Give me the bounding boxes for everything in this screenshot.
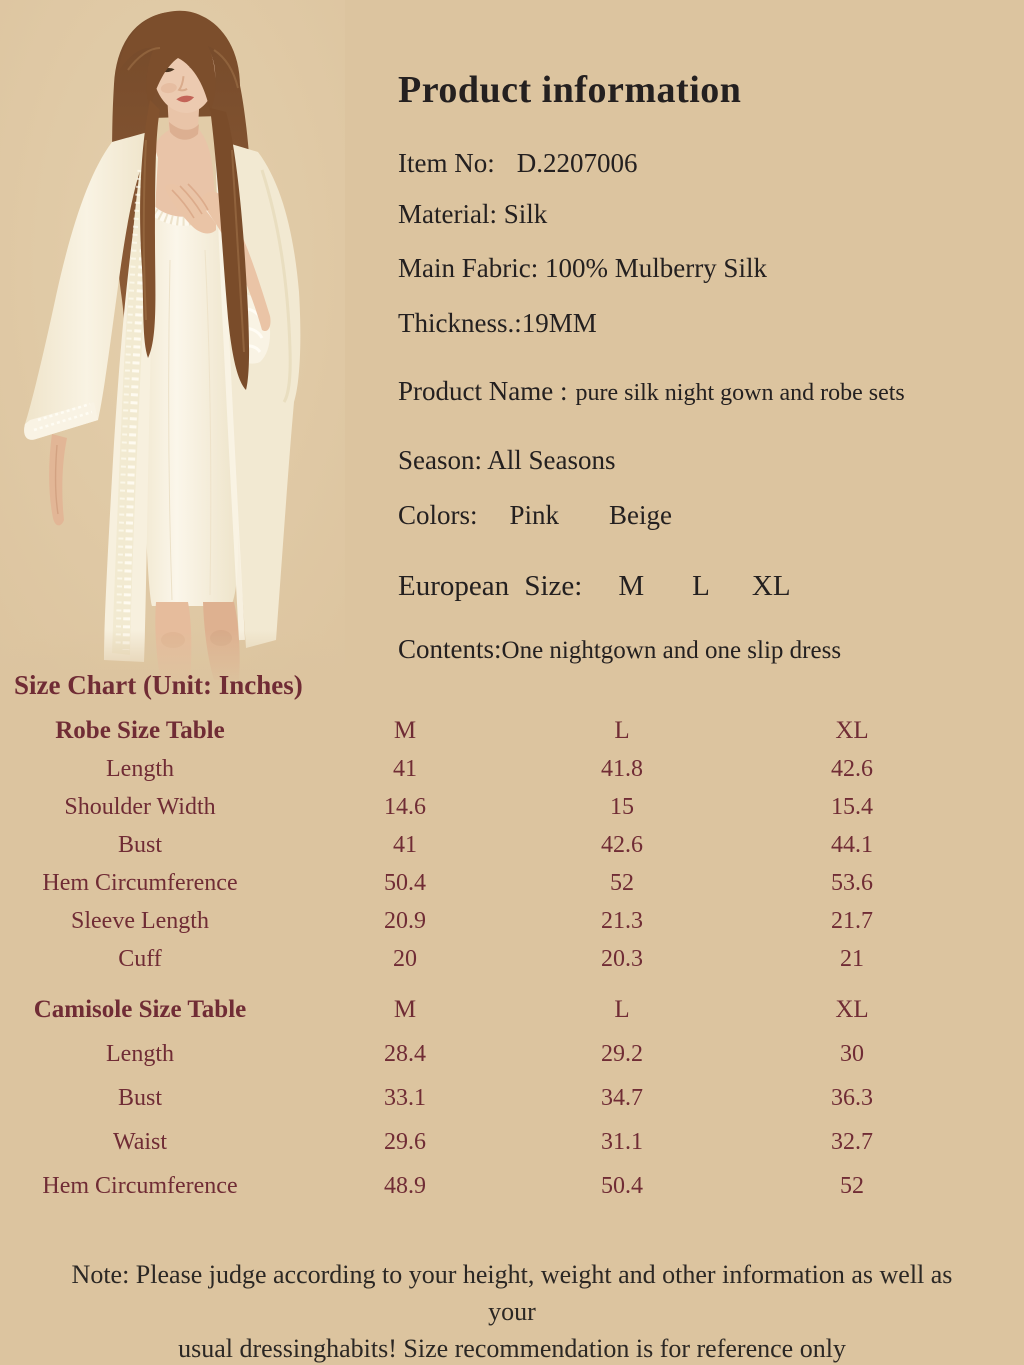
robe-cell: 50.4 — [384, 869, 426, 896]
size-option-xl: XL — [751, 570, 791, 602]
robe-cell: 20.9 — [384, 907, 426, 934]
size-note-line2: your — [488, 1297, 536, 1326]
spec-item-no — [398, 148, 637, 179]
robe-cell: 53.6 — [831, 869, 873, 896]
robe-cell: 21.3 — [601, 907, 643, 934]
robe-col-m: M — [393, 717, 417, 744]
robe-col-l: L — [614, 717, 630, 744]
spec-european-size — [398, 570, 791, 603]
spec-main-fabric: Main Fabric: 100% Mulberry Silk — [398, 253, 767, 283]
robe-cell: 15 — [610, 793, 634, 820]
robe-row-label: Length — [106, 755, 174, 782]
robe-cell: 21.7 — [831, 907, 873, 934]
robe-cell: 41 — [393, 755, 417, 782]
robe-cell: 15.4 — [831, 793, 873, 820]
color-option-pink: Pink — [509, 500, 560, 530]
robe-col-xl: XL — [835, 717, 869, 744]
spec-contents — [398, 634, 841, 665]
camisole-col-m: M — [393, 996, 417, 1023]
robe-row-label: Shoulder Width — [64, 793, 216, 820]
camisole-cell: 34.7 — [601, 1084, 643, 1111]
contents-label: Contents: — [398, 634, 502, 664]
size-chart-title: Size Chart (Unit: Inches) — [14, 670, 303, 700]
contents-value: One nightgown and one slip dress — [501, 637, 842, 664]
camisole-col-xl: XL — [835, 996, 869, 1023]
camisole-row-label: Hem Circumference — [42, 1172, 238, 1199]
camisole-row-label: Bust — [117, 1084, 162, 1111]
camisole-col-l: L — [614, 996, 630, 1023]
item-no-value: D.2207006 — [516, 148, 638, 178]
spec-colors — [398, 500, 672, 531]
item-no-label: Item No: — [398, 148, 495, 178]
robe-cell: 20 — [393, 945, 417, 972]
camisole-cell: 52 — [840, 1172, 864, 1199]
robe-row-label: Sleeve Length — [71, 907, 209, 934]
size-option-l: L — [692, 570, 710, 602]
size-note-line1: Note: Please judge according to your height, weight and other information as well as — [71, 1260, 953, 1289]
robe-cell: 52 — [610, 869, 634, 896]
spec-material: Material: Silk — [398, 199, 548, 229]
camisole-cell: 32.7 — [831, 1128, 873, 1155]
camisole-cell: 29.6 — [384, 1128, 426, 1155]
robe-cell: 42.6 — [601, 831, 643, 858]
spec-product-name — [398, 376, 905, 407]
spec-season: Season: All Seasons — [398, 445, 616, 475]
size-note — [0, 1256, 1024, 1365]
robe-cell: 41 — [393, 831, 417, 858]
product-photo — [0, 0, 345, 690]
robe-row-label: Hem Circumference — [42, 869, 238, 896]
robe-row-label: Bust — [117, 831, 162, 858]
spec-thickness: Thickness.:19MM — [398, 308, 597, 338]
camisole-cell: 31.1 — [601, 1128, 643, 1155]
camisole-cell: 48.9 — [384, 1172, 426, 1199]
robe-cell: 41.8 — [601, 755, 643, 782]
color-option-beige: Beige — [609, 500, 673, 530]
robe-cell: 20.3 — [601, 945, 643, 972]
size-option-m: M — [618, 570, 645, 602]
model-photo-illustration — [0, 0, 345, 690]
camisole-cell: 33.1 — [384, 1084, 426, 1111]
size-note-line3: usual dressinghabits! Size recommendation is for reference only — [178, 1334, 846, 1363]
robe-table-name: Robe Size Table — [55, 717, 225, 744]
size-label: European Size: — [398, 570, 583, 602]
camisole-cell: 30 — [840, 1040, 864, 1067]
robe-cell: 42.6 — [831, 755, 873, 782]
colors-label: Colors: — [398, 500, 478, 530]
camisole-row-label: Waist — [112, 1128, 168, 1155]
robe-size-table — [0, 712, 990, 978]
camisole-cell: 50.4 — [601, 1172, 643, 1199]
robe-cell: 21 — [840, 945, 864, 972]
camisole-row-label: Length — [106, 1040, 174, 1067]
page-title: Product information — [398, 69, 742, 111]
product-name-value: pure silk night gown and robe sets — [575, 380, 905, 406]
product-name-label: Product Name : — [398, 376, 568, 406]
camisole-cell: 36.3 — [831, 1084, 873, 1111]
robe-cell: 44.1 — [831, 831, 873, 858]
camisole-cell: 29.2 — [601, 1040, 643, 1067]
robe-row-label: Cuff — [118, 945, 162, 972]
camisole-cell: 28.4 — [384, 1040, 426, 1067]
camisole-table-name: Camisole Size Table — [33, 996, 247, 1023]
camisole-size-table — [0, 988, 990, 1208]
robe-cell: 14.6 — [384, 793, 426, 820]
